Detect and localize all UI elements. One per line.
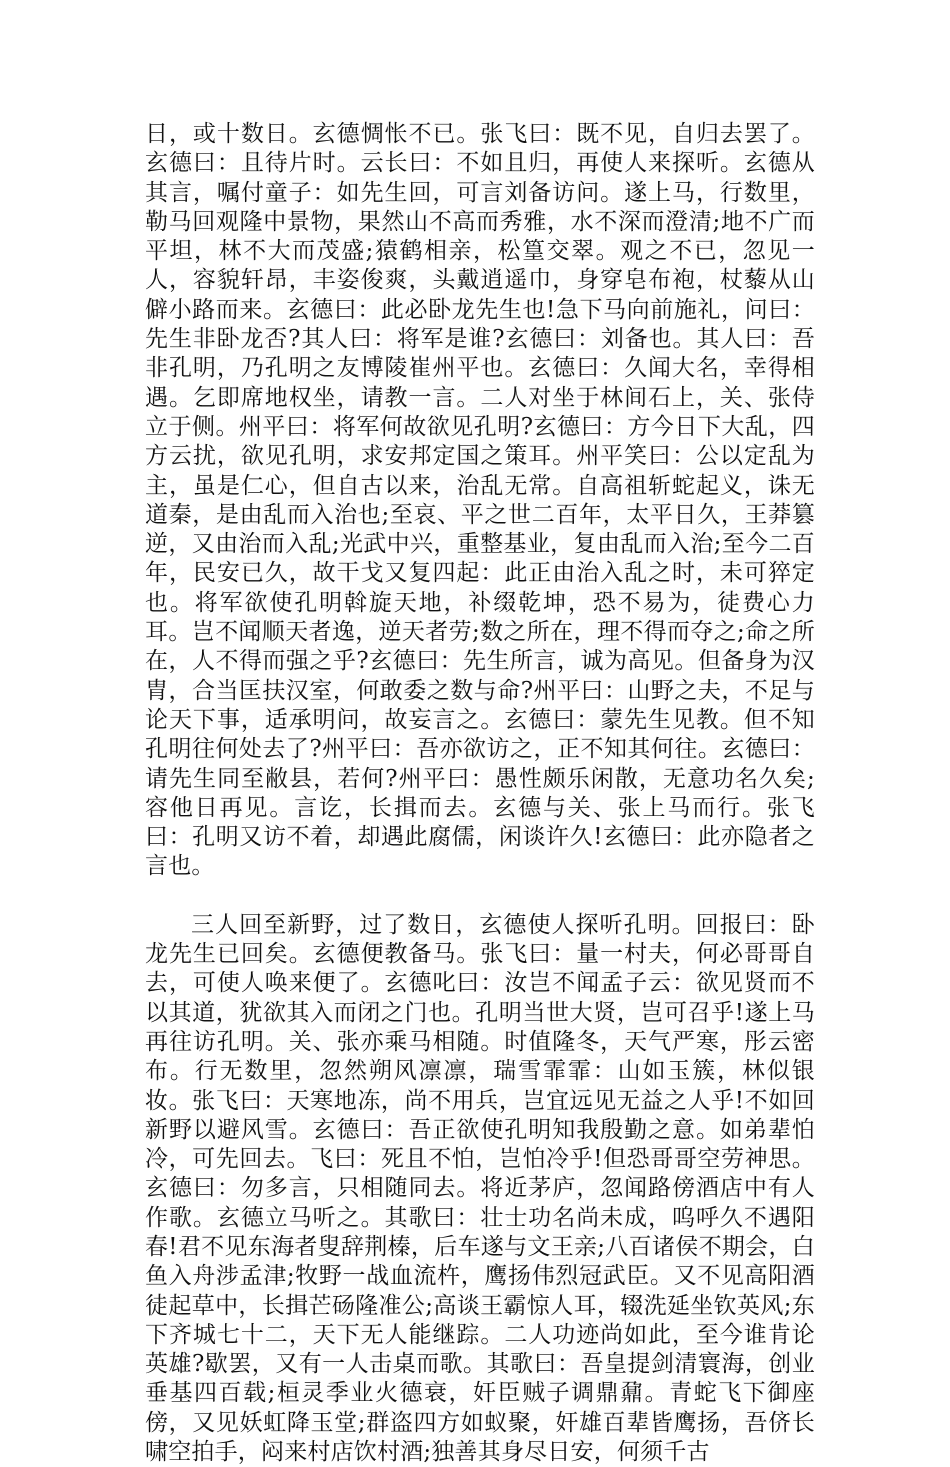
text-body	[145, 120, 815, 1467]
paragraph-1: 日，或十数日。玄德惆怅不已。张飞曰：既不见，自归去罢了。玄德曰：且待片时。云长曰：不如且归，再使人来探听。玄德从其言，嘱付童子：如先生回，可言刘备访问。遂上马，行数里，勒马回观隆中景物，果然山不高而秀雅，水不深而澄清;地不广而平坦，林不大而茂盛;猿鹤相亲，松篁交翠。观之不已，忽见一人，容貌轩昂，丰姿俊爽，头戴逍遥巾，身穿皂布袍，杖藜从山僻小路而来。玄德曰：此必卧龙先生也!急下马向前施礼，问曰：先生非卧龙否?其人曰：将军是谁?玄德曰：刘备也。其人曰：吾非孔明，乃孔明之友博陵崔州平也。玄德曰：久闻大名，幸得相遇。乞即席地权坐，请教一言。二人对坐于林间石上，关、张侍立于侧。州平曰：将军何故欲见孔明?玄德曰：方今日下大乱，四方云扰，欲见孔明，求安邦定国之策耳。州平笑曰：公以定乱为主，虽是仁心，但自古以来，治乱无常。自高祖斩蛇起义，诛无道秦，是由乱而入治也;至哀、平之世二百年，太平日久，王莽篡逆，又由治而入乱;光武中兴，重整基业，复由乱而入治;至今二百年，民安已久，故干戈又复四起：此正由治入乱之时，未可猝定也。将军欲使孔明斡旋天地，补缀乾坤，恐不易为，徒费心力耳。岂不闻顺天者逸，逆天者劳;数之所在，理不得而夺之;命之所在，人不得而强之乎?玄德曰：先生所言，诚为高见。但备身为汉胄，合当匡扶汉室，何敢委之数与命?州平曰：山野之夫，不足与论天下事，适承明问，故妄言之。玄德曰：蒙先生见教。但不知孔明往何处去了?州平曰：吾亦欲访之，正不知其何往。玄德曰：请先生同至敝县，若何?州平曰：愚性颇乐闲散，无意功名久矣;容他日再见。言讫，长揖而去。玄德与关、张上马而行。张飞曰：孔明又访不着，却遇此腐儒，闲谈许久!玄德曰：此亦隐者之言也。	[145, 121, 815, 880]
paragraph-2: 三人回至新野，过了数日，玄德使人探听孔明。回报曰：卧龙先生已回矣。玄德便教备马。张飞曰：量一村夫，何必哥哥自去，可使人唤来便了。玄德叱曰：汝岂不闻孟子云：欲见贤而不以其道，犹欲其入而闭之门也。孔明当世大贤，岂可召乎!遂上马再往访孔明。关、张亦乘马相随。时值隆冬，天气严寒，彤云密布。行无数里，忽然朔风凛凛，瑞雪霏霏：山如玉簇，林似银妆。张飞曰：天寒地冻，尚不用兵，岂宜远见无益之人乎!不如回新野以避风雪。玄德曰：吾正欲使孔明知我殷勤之意。如弟辈怕冷，可先回去。飞曰：死且不怕，岂怕冷乎!但恐哥哥空劳神思。玄德曰：勿多言，只相随同去。将近茅庐，忽闻路傍酒店中有人作歌。玄德立马听之。其歌曰：壮士功名尚未成，呜呼久不遇阳春!君不见东海者叟辞荆榛，后车遂与文王亲;八百诸侯不期会，白鱼入舟涉孟津;牧野一战血流杵，鹰扬伟烈冠武臣。又不见高阳酒徒起草中，长揖芒砀隆准公;高谈王霸惊人耳，辍洗延坐钦英风;东下齐城七十二，天下无人能继踪。二人功迹尚如此，至今谁肯论英雄?歇罢，又有一人击桌而歌。其歌曰：吾皇提剑清寰海，创业垂基四百载;桓灵季业火德衰，奸臣贼子调鼎鼐。青蛇飞下御座傍，又见妖虹降玉堂;群盗四方如蚁聚，奸雄百辈皆鹰扬，吾侪长啸空拍手，闷来村店饮村酒;独善其身尽日安，何须千古	[145, 911, 815, 1466]
